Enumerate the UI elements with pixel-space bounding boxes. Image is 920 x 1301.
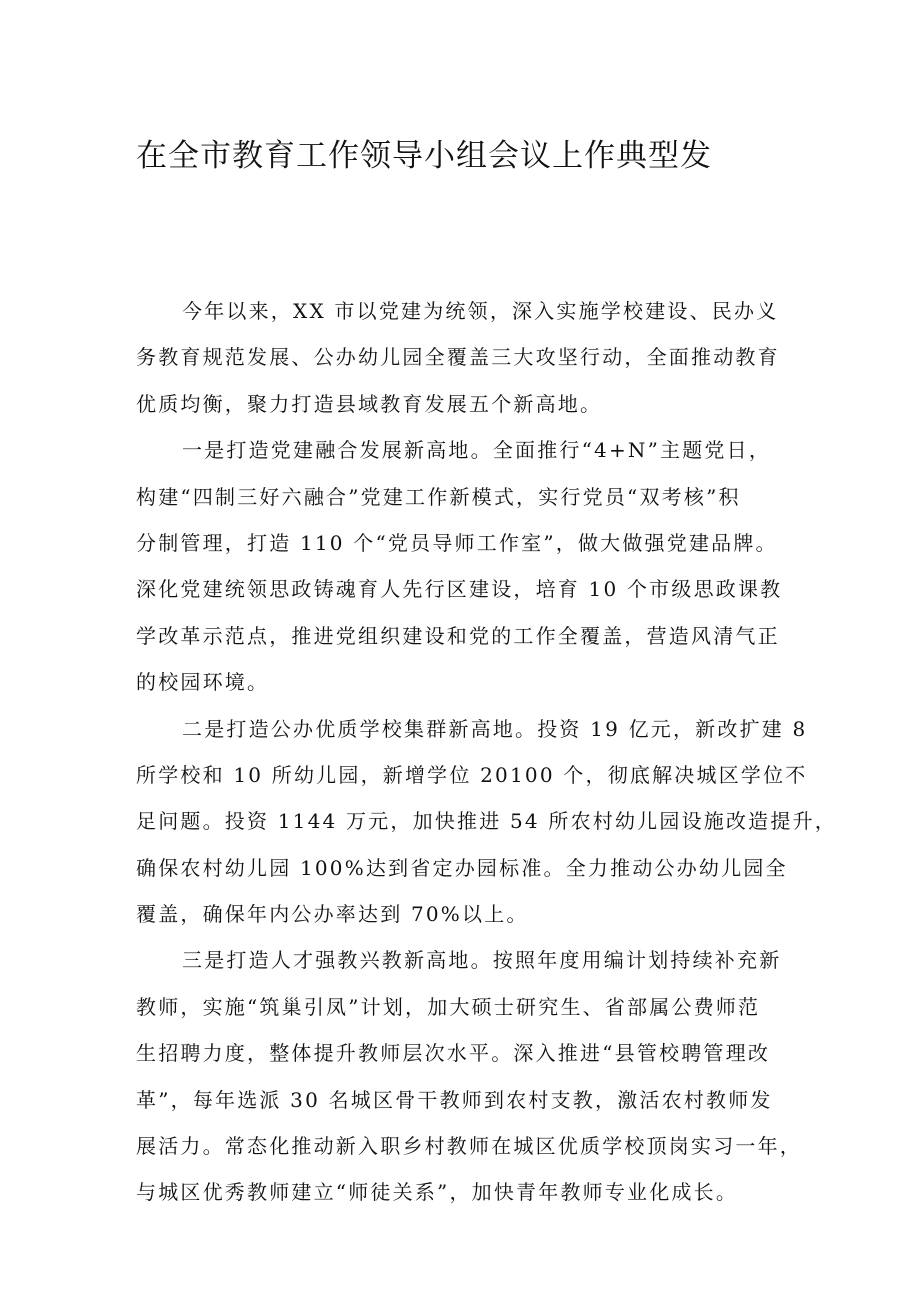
text-line: 三是打造人才强教兴教新高地。按照年度用编计划持续补充新 [182,948,782,973]
text-line: 二是打造公办优质学校集群新高地。投资 19 亿元，新改扩建 8 [182,716,808,741]
paragraph-talent [136,937,816,1215]
document-title: 在全市教育工作领导小组会议上作典型发 [136,138,712,174]
text-line: 学改革示范点，推进党组织建设和党的工作全覆盖，营造风清气正 [136,623,780,648]
document-body [136,288,837,1216]
paragraph-party-building [136,427,816,705]
text-line: 务教育规范发展、公办幼儿园全覆盖三大攻坚行动，全面推动教育 [136,345,780,370]
paragraph-intro [136,288,816,427]
text-line: 所学校和 10 所幼儿园，新增学位 20100 个，彻底解决城区学位不 [136,762,808,787]
text-line: 分制管理，打造 110 个“党员导师工作室”，做大做强党建品牌。 [136,530,778,555]
text-line: 的校园环境。 [136,670,270,695]
text-line: 深化党建统领思政铸魂育人先行区建设，培育 10 个市级思政课教 [136,577,783,602]
text-line: 今年以来，XX 市以党建为统领，深入实施学校建设、民办义 [182,299,779,323]
text-line: 足问题。投资 1144 万元，加快推进 54 所农村幼儿园设施改造提升， [136,809,837,834]
paragraph-public-schools [136,706,837,938]
text-line: 构建“四制三好六融合”党建工作新模式，实行党员“双考核”积 [136,484,741,509]
text-line: 覆盖，确保年内公办率达到 70%以上。 [136,902,529,927]
text-line: 教师，实施“筑巢引凤”计划，加大硕士研究生、省部属公费师范 [136,994,761,1019]
text-line: 与城区优秀教师建立“师徒关系”，加快青年教师专业化成长。 [136,1180,739,1205]
text-line: 确保农村幼儿园 100%达到省定办园标准。全力推动公办幼儿园全 [136,855,788,880]
text-line: 生招聘力度，整体提升教师层次水平。深入推进“县管校聘管理改 [136,1041,771,1066]
text-line: 展活力。常态化推动新入职乡村教师在城区优质学校顶岗实习一年， [136,1134,802,1159]
text-line: 革”，每年选派 30 名城区骨干教师到农村支教，激活农村教师发 [136,1087,773,1112]
text-line: 优质均衡，聚力打造县域教育发展五个新高地。 [136,391,603,416]
text-line: 一是打造党建融合发展新高地。全面推行“4+N”主题党日， [182,438,772,463]
